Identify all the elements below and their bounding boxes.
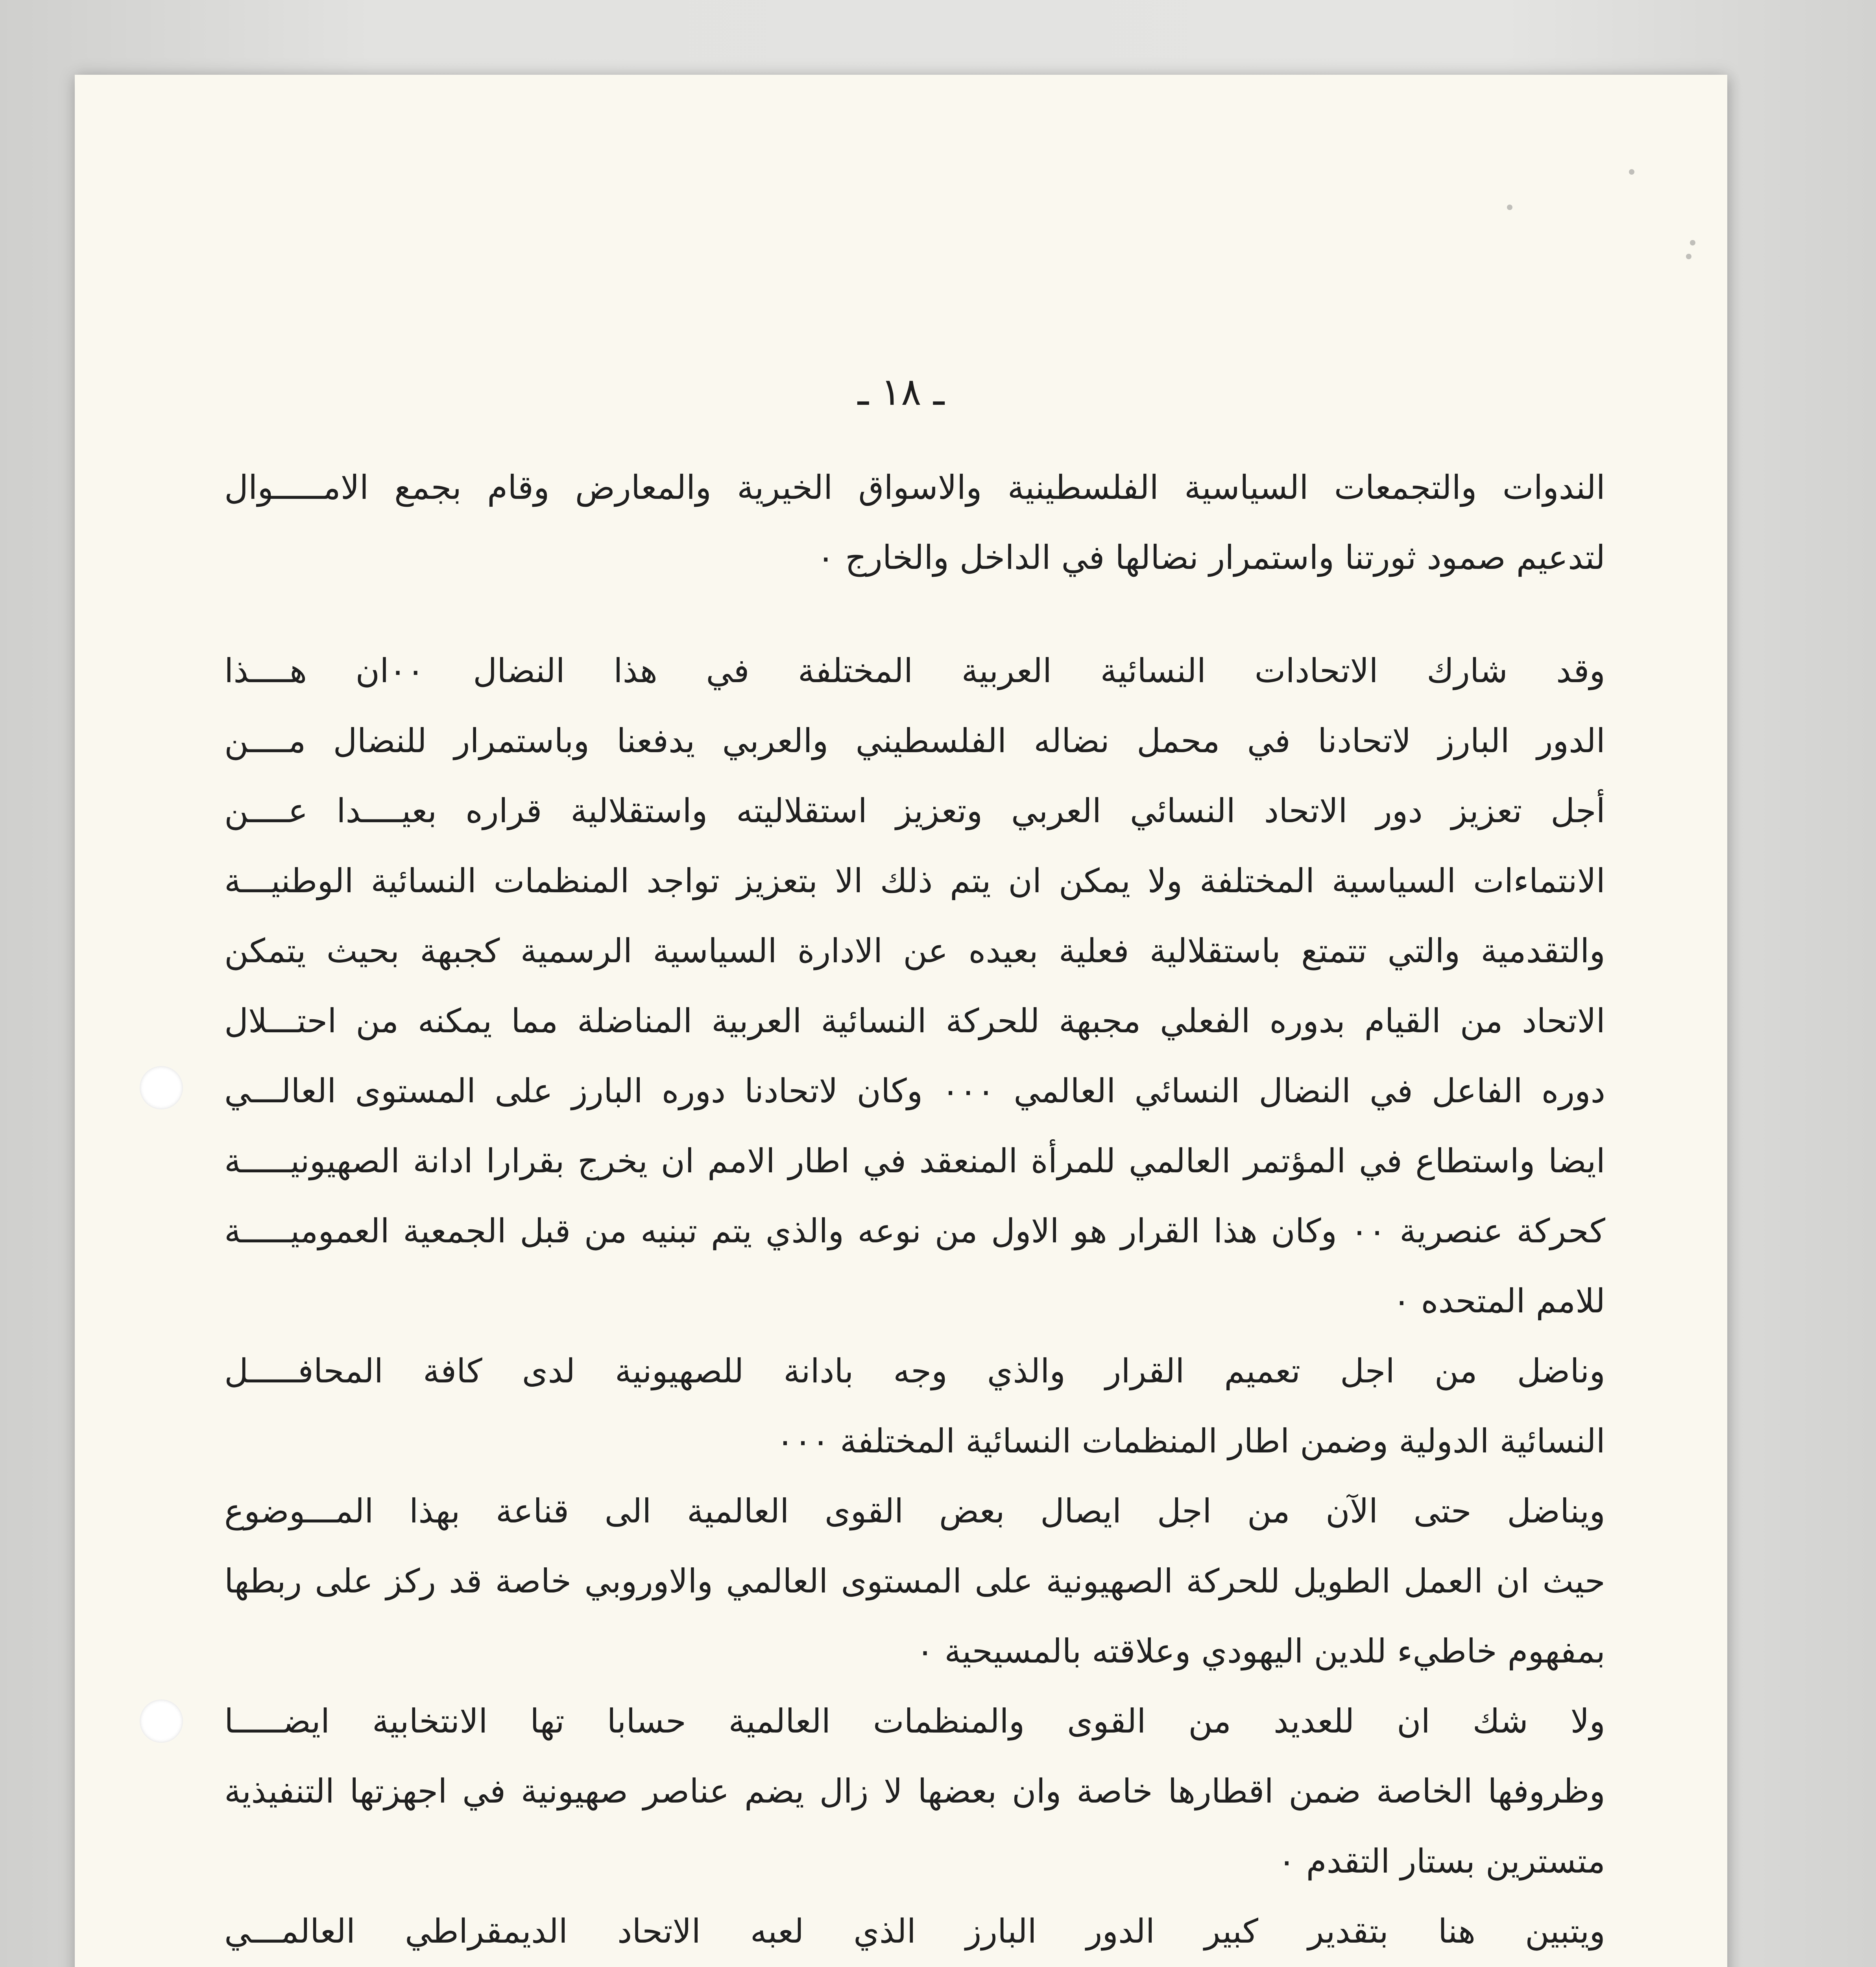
text-line: أجل تعزيز دور الاتحاد النسائي العربي وتعزيز استقلاليته واستقلالية قراره بعيــــدا عــــن	[224, 792, 1605, 830]
text-line: الانتماءات السياسية المختلفة ولا يمكن ان يتم ذلك الا بتعزيز تواجد المنظمات النسائية الوطنيـــة	[224, 862, 1605, 900]
punch-hole	[140, 1699, 183, 1743]
text-line: ويتبين هنا بتقدير كبير الدور البارز الذي لعبه الاتحاد الديمقراطي العالمـــي	[224, 1912, 1605, 1950]
paragraph	[224, 1896, 1605, 1967]
text-line: متسترين بستار التقدم ٠	[1278, 1842, 1605, 1880]
text-line: والتقدمية والتي تتمتع باستقلالية فعلية بعيده عن الادارة السياسية الرسمية كجبهة بحيث يتمكن	[224, 932, 1605, 970]
paragraph	[224, 1336, 1605, 1476]
text-line: كحركة عنصرية ٠٠ وكان هذا القرار هو الاول من نوعه والذي يتم تبنيه من قبل الجمعية العموميـــــة	[224, 1212, 1605, 1250]
text-line: ويناضل حتى الآن من اجل ايصال بعض القوى العالمية الى قناعة بهذا المـــوضوع	[224, 1492, 1605, 1530]
paper-speck	[1690, 240, 1695, 245]
text-line: الندوات والتجمعات السياسية الفلسطينية والاسواق الخيرية والمعارض وقام بجمع الامـــــوال	[224, 468, 1605, 507]
text-line: ولا شك ان للعديد من القوى والمنظمات العالمية حسابا تها الانتخابية ايضـــــا	[224, 1702, 1605, 1740]
paragraph	[224, 1686, 1605, 1896]
text-line: دوره الفاعل في النضال النسائي العالمي ٠٠٠ وكان لاتحادنا دوره البارز على المستوى العالـــي	[224, 1072, 1605, 1110]
text-line: الاتحاد من القيام بدوره الفعلي مجبهة للحركة النسائية العربية المناضلة مما يمكنه من احتـــلال	[224, 1002, 1605, 1040]
text-line: بمفهوم خاطيء للدين اليهودي وعلاقته بالمسيحية ٠	[916, 1632, 1605, 1670]
text-line: حيث ان العمل الطويل للحركة الصهيونية على المستوى العالمي والاوروبي خاصة قد ركز على ربطها	[224, 1562, 1605, 1600]
text-line: لتدعيم صمود ثورتنا واستمرار نضالها في الداخل والخارج ٠	[817, 538, 1605, 577]
text-line: الدور البارز لاتحادنا في محمل نضاله الفلسطيني والعربي يدفعنا وباستمرار للنضال مــــن	[224, 721, 1605, 760]
paragraph	[224, 636, 1605, 1336]
paper-speck	[1507, 205, 1512, 210]
text-line: للامم المتحده ٠	[1392, 1282, 1605, 1320]
text-line: وقد شارك الاتحادات النسائية العربية المختلفة في هذا النضال ٠٠ان هــــذا	[224, 651, 1605, 690]
text-line: وظروفها الخاصة ضمن اقطارها خاصة وان بعضها لا زال يضم عناصر صهيونية في اجهزتها التنفيذية	[224, 1772, 1605, 1810]
text-line: وناضل من اجل تعميم القرار والذي وجه بادانة للصهيونية لدى كافة المحافـــــل	[224, 1352, 1605, 1390]
body-text	[224, 452, 1605, 1967]
text-line: ايضا واستطاع في المؤتمر العالمي للمرأة المنعقد في اطار الامم ان يخرج بقرارا ادانة الصهيونيـــــة	[224, 1142, 1605, 1180]
page-number: ـ ١٨ ـ	[857, 370, 945, 414]
paragraph	[224, 452, 1605, 592]
paper-speck	[1686, 254, 1691, 259]
paper-speck	[1629, 169, 1634, 175]
paragraph	[224, 1476, 1605, 1686]
punch-hole	[140, 1066, 183, 1109]
document-page	[75, 75, 1727, 1967]
text-line: النسائية الدولية وضمن اطار المنظمات النسائية المختلفة ٠٠٠	[776, 1422, 1605, 1460]
